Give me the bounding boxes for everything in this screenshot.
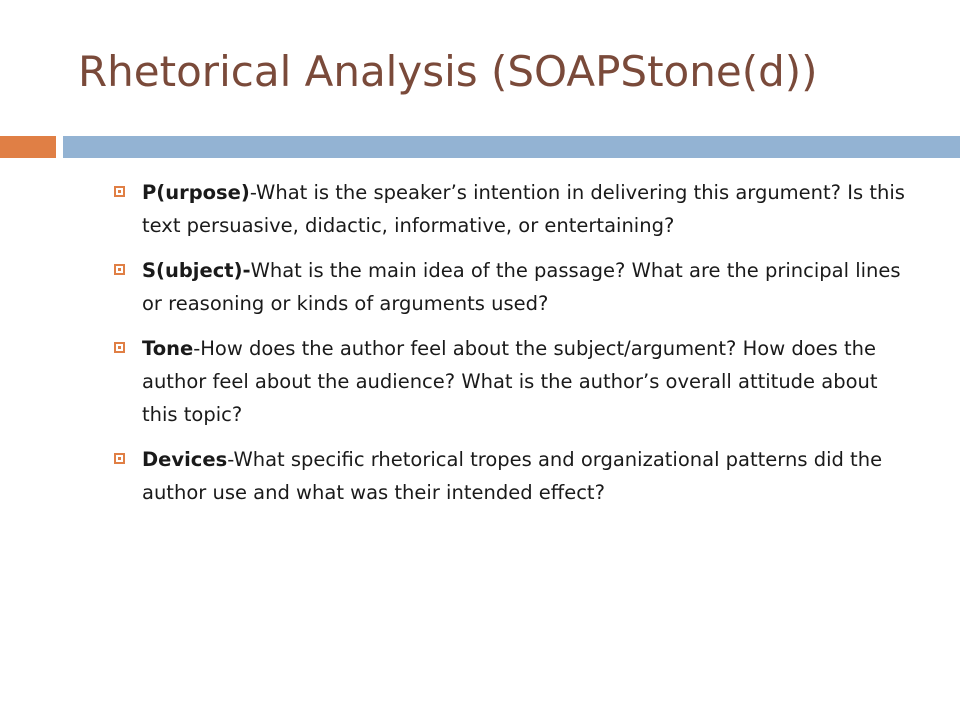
bullet-term: P(urpose)	[142, 181, 250, 204]
bullet-devices	[114, 443, 914, 509]
bullet-term: S(ubject)-	[142, 259, 251, 282]
square-bullet-icon	[114, 453, 125, 464]
slide-title: Rhetorical Analysis (SOAPStone(d))	[78, 47, 818, 96]
bullet-text: -How does the author feel about the subject/argument? How does the author feel about the audience? What is the author’s overall attitude about this topic?	[142, 337, 878, 426]
bullet-text: -What is the speaker’s intention in delivering this argument? Is this text persuasive, didactic, informative, or entertaining?	[142, 181, 905, 237]
header-divider-bar	[63, 136, 960, 158]
bullet-list	[114, 176, 914, 521]
bullet-text: What is the main idea of the passage? What are the principal lines or reasoning or kinds of arguments used?	[142, 259, 901, 315]
bullet-subject	[114, 254, 914, 320]
accent-bar	[0, 136, 56, 158]
bullet-term: Devices	[142, 448, 228, 471]
bullet-term: Tone	[142, 337, 194, 360]
square-bullet-icon	[114, 186, 125, 197]
bullet-text: -What specific rhetorical tropes and organizational patterns did the author use and what was their intended effect?	[142, 448, 883, 504]
square-bullet-icon	[114, 264, 125, 275]
bullet-tone	[114, 332, 914, 431]
square-bullet-icon	[114, 342, 125, 353]
bullet-purpose	[114, 176, 914, 242]
